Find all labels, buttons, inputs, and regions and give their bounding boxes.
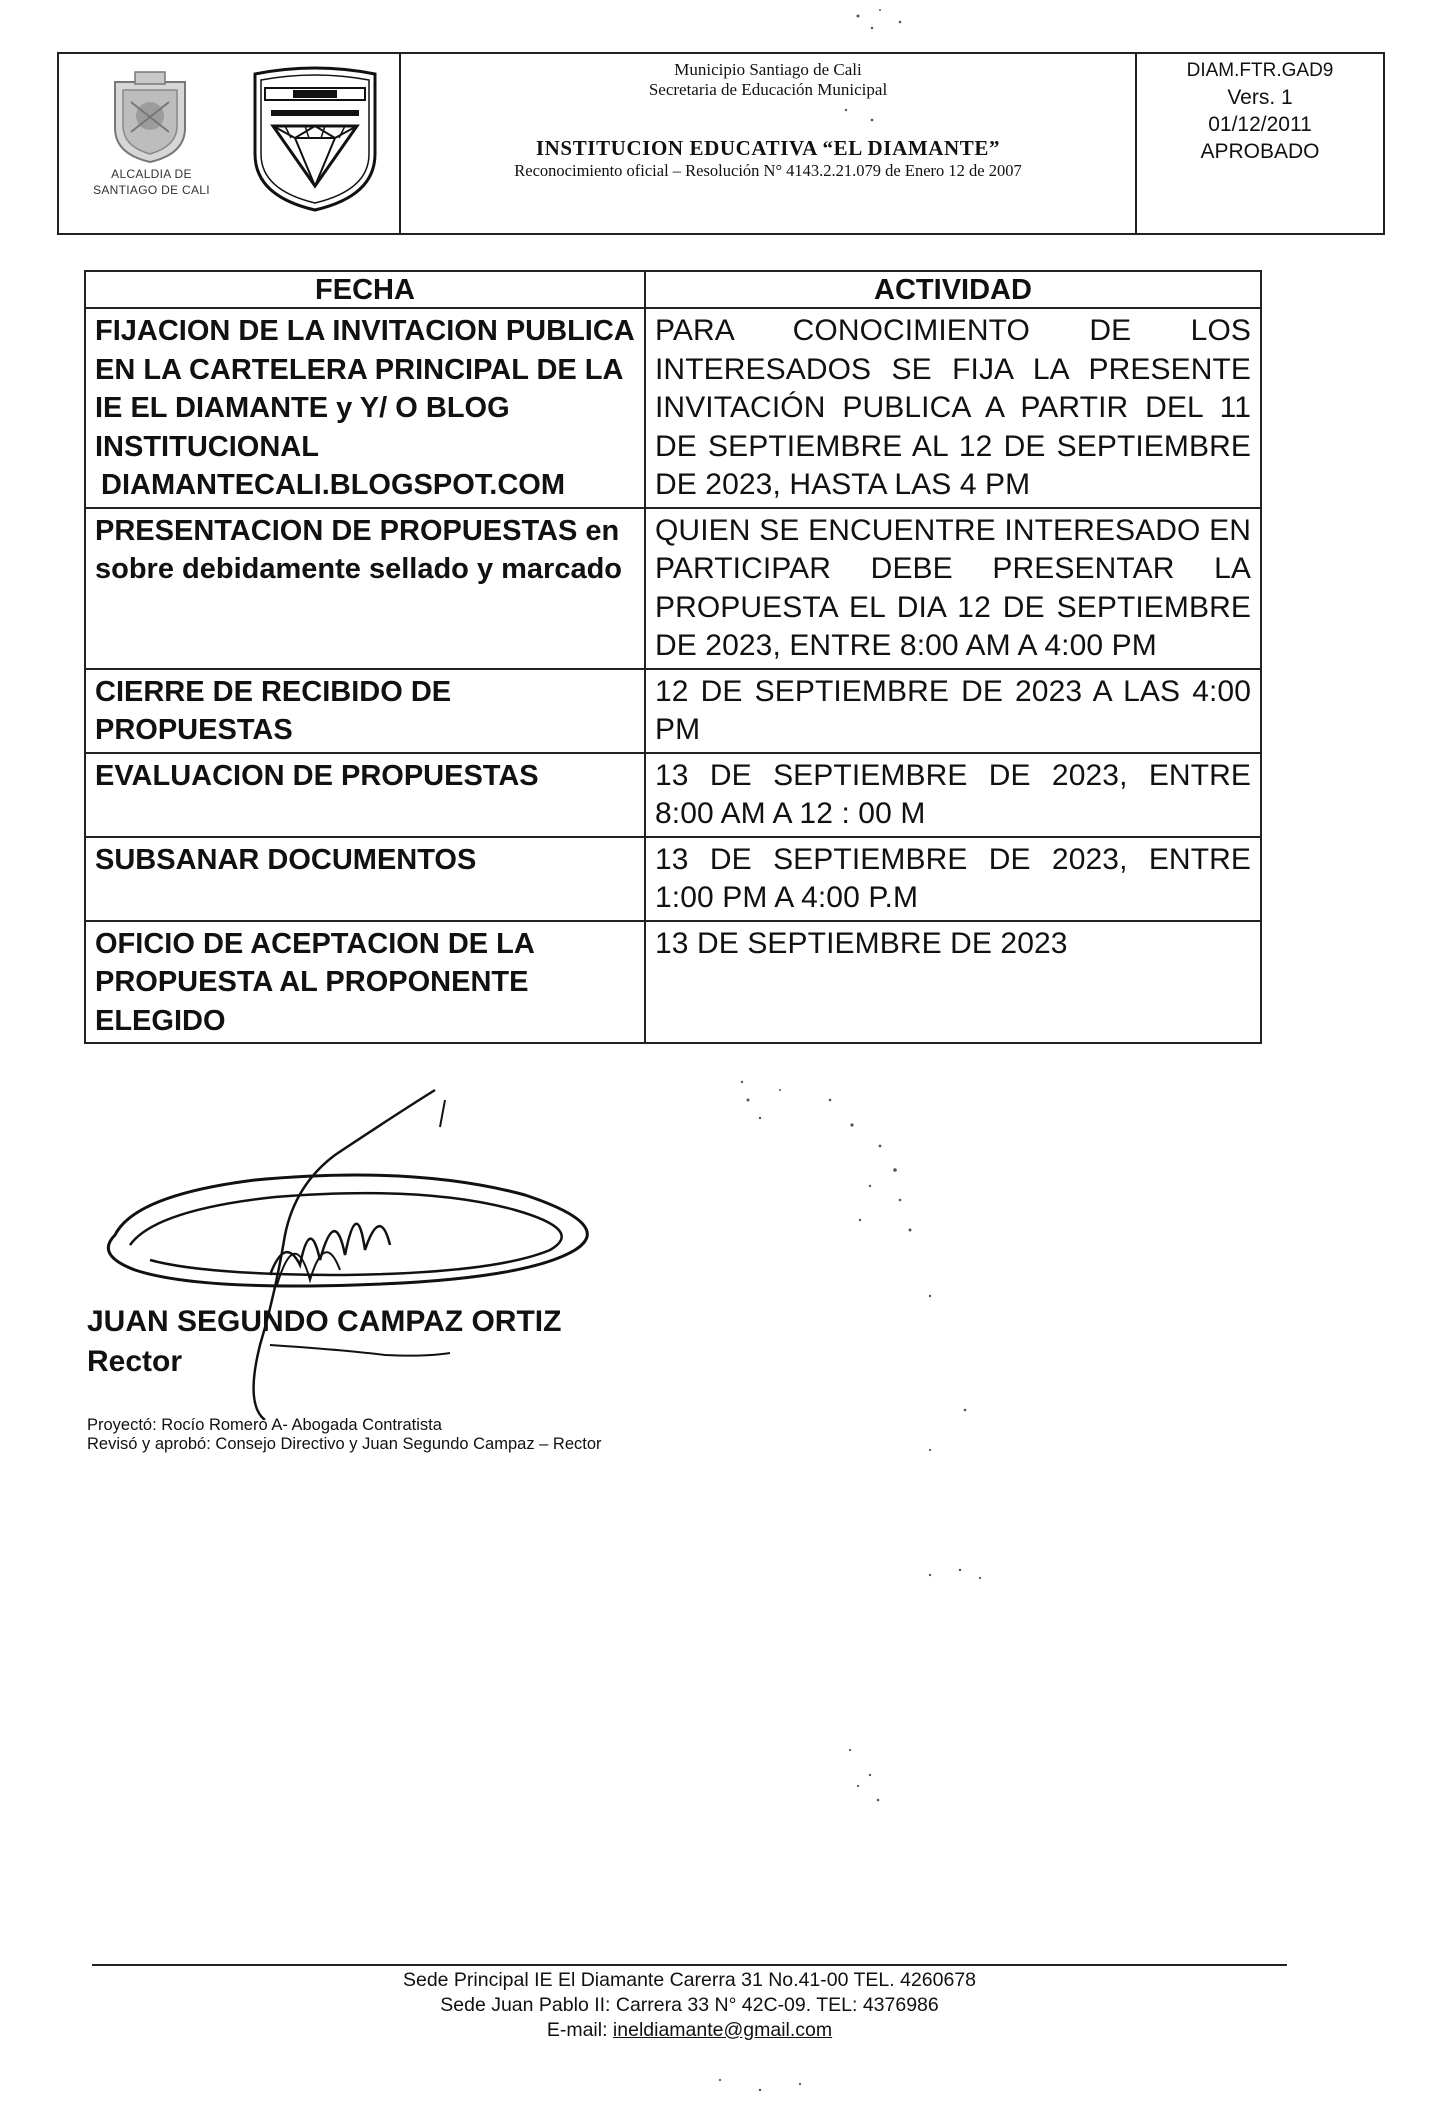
- document-date: 01/12/2011: [1208, 113, 1312, 136]
- credits-block: [87, 1416, 602, 1454]
- institution-name: INSTITUCION EDUCATIVA “EL DIAMANTE”: [535, 136, 1001, 160]
- fecha-cell: CIERRE DE RECIBIDO DE PROPUESTAS: [85, 669, 645, 753]
- page-footer: [92, 1968, 1287, 2043]
- credit-proyecto: Proyectó: Rocío Romero A- Abogada Contratista: [87, 1416, 442, 1434]
- signer-role: Rector: [87, 1345, 183, 1378]
- signer-block: [87, 1302, 561, 1382]
- alcaldia-line-2: SANTIAGO DE CALI: [93, 183, 210, 197]
- actividad-cell: PARA CONOCIMIENTO DE LOS INTERESADOS SE FIJA LA PRESENTE INVITACIÓN PUBLICA A PARTIR DEL 11 DE SEPTIEMBRE AL 12 DE SEPTIEMBRE DE 2023, HASTA LAS 4 PM: [645, 308, 1261, 508]
- table-row: [85, 837, 1261, 921]
- table-row: [85, 508, 1261, 669]
- logos-cell: [59, 54, 401, 233]
- secretaria-text: Secretaria de Educación Municipal: [648, 80, 888, 99]
- signer-name: JUAN SEGUNDO CAMPAZ ORTIZ: [87, 1305, 562, 1338]
- fecha-cell: SUBSANAR DOCUMENTOS: [85, 837, 645, 921]
- email-label: E-mail:: [546, 2019, 613, 2041]
- document-code: DIAM.FTR.GAD9: [1186, 60, 1334, 81]
- header-fecha: FECHA: [85, 271, 645, 308]
- actividad-cell: 13 DE SEPTIEMBRE DE 2023, ENTRE 1:00 PM A 4:00 P.M: [645, 837, 1261, 921]
- credit-reviso: Revisó y aprobó: Consejo Directivo y Juan Segundo Campaz – Rector: [87, 1435, 602, 1453]
- resolution-text: Reconocimiento oficial – Resolución N° 4143.2.21.079 de Enero 12 de 2007: [514, 161, 1022, 180]
- fecha-text: FIJACION DE LA INVITACION PUBLICA EN LA CARTELERA PRINCIPAL DE LA IE EL DIAMANTE y Y/ O BLOG INSTITUCIONAL: [95, 315, 634, 463]
- table-row: [85, 308, 1261, 508]
- school-shield-icon: [251, 64, 379, 214]
- document-status: APROBADO: [1200, 140, 1320, 163]
- fecha-cell: OFICIO DE ACEPTACION DE LA PROPUESTA AL PROPONENTE ELEGIDO: [85, 921, 645, 1044]
- municipio-text: Municipio Santiago de Cali: [674, 60, 862, 79]
- alcaldia-seal-icon: [109, 68, 191, 164]
- actividad-cell: 13 DE SEPTIEMBRE DE 2023: [645, 921, 1261, 1044]
- actividad-cell: 12 DE SEPTIEMBRE DE 2023 A LAS 4:00 PM: [645, 669, 1261, 753]
- header-actividad: ACTIVIDAD: [645, 271, 1261, 308]
- fecha-cell: EVALUACION DE PROPUESTAS: [85, 753, 645, 837]
- footer-email-line: [92, 2018, 1287, 2043]
- blog-url-text: DIAMANTECALI.BLOGSPOT.COM: [101, 469, 565, 501]
- actividad-cell: 13 DE SEPTIEMBRE DE 2023, ENTRE 8:00 AM A 12 : 00 M: [645, 753, 1261, 837]
- footer-divider: [92, 1964, 1287, 1966]
- fecha-cell: PRESENTACION DE PROPUESTAS en sobre debidamente sellado y marcado: [85, 508, 645, 669]
- table-header-row: [85, 271, 1261, 308]
- alcaldia-caption: [69, 166, 234, 198]
- institution-cell: [401, 54, 1137, 233]
- email-link[interactable]: ineldiamante@gmail.com: [612, 2019, 833, 2041]
- document-version: Vers. 1: [1227, 86, 1293, 109]
- actividad-cell: QUIEN SE ENCUENTRE INTERESADO EN PARTICIPAR DEBE PRESENTAR LA PROPUESTA EL DIA 12 DE SEPTIEMBRE DE 2023, ENTRE 8:00 AM A 4:00 PM: [645, 508, 1261, 669]
- fecha-cell: [85, 308, 645, 508]
- document-code-cell: [1137, 54, 1383, 233]
- table-row: [85, 753, 1261, 837]
- alcaldia-line-1: ALCALDIA DE: [111, 167, 192, 181]
- footer-line-1: Sede Principal IE El Diamante Carerra 31 No.41-00 TEL. 4260678: [402, 1969, 977, 1991]
- table-row: [85, 669, 1261, 753]
- footer-line-2: Sede Juan Pablo II: Carrera 33 N° 42C-09. TEL: 4376986: [440, 1994, 939, 2016]
- document-header: [57, 52, 1385, 235]
- table-row: [85, 921, 1261, 1044]
- schedule-table: [84, 270, 1262, 1044]
